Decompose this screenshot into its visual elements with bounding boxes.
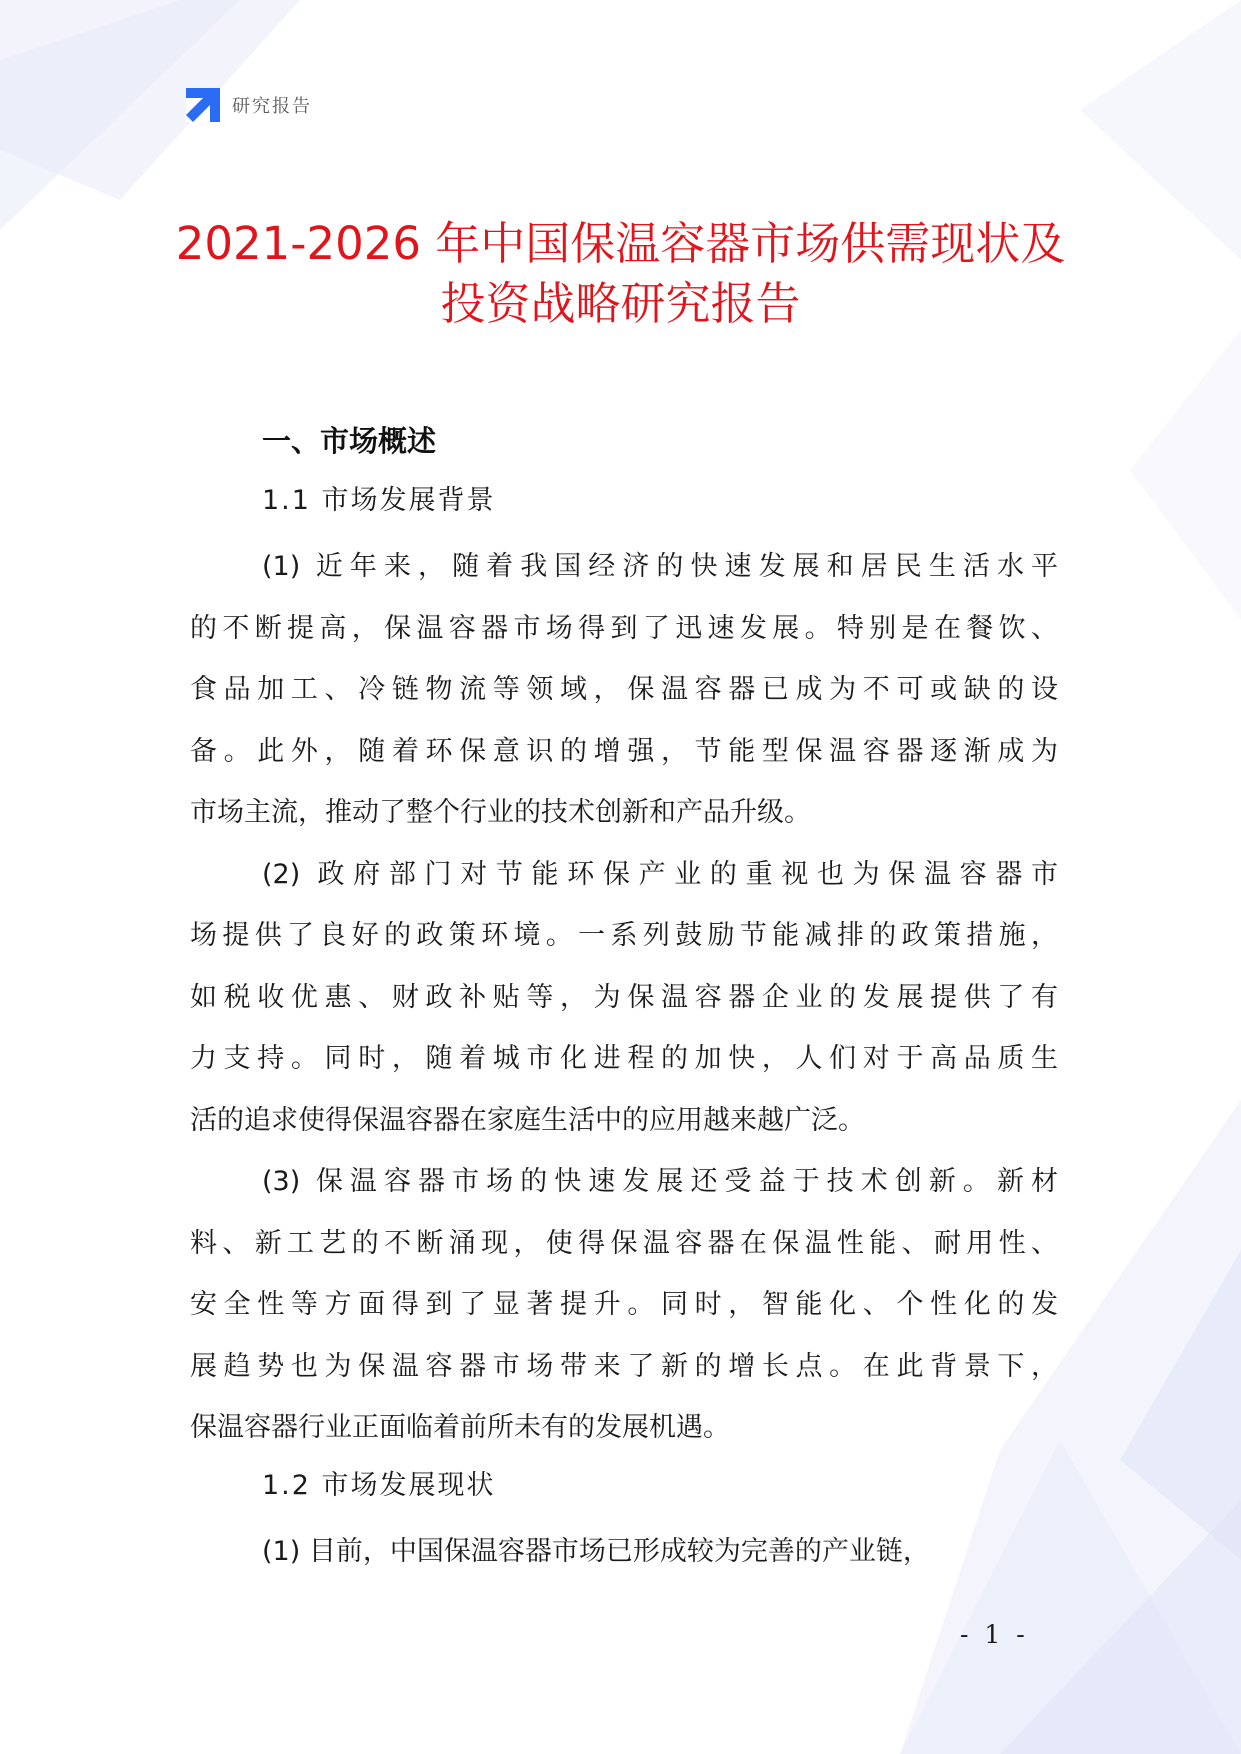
brand-header bbox=[186, 88, 312, 122]
paragraph-line: (1) 近年来，随着我国经济的快速发展和居民生活水平 bbox=[262, 551, 1058, 582]
paragraph-line: 料、新工艺的不断涌现，使得保温容器在保温性能、耐用性、 bbox=[190, 1227, 1058, 1259]
paragraph-line: 市场主流，推动了整个行业的技术创新和产品升级。 bbox=[190, 797, 811, 828]
paragraph-line: 如税收优惠、财政补贴等，为保温容器企业的发展提供了有 bbox=[190, 981, 1058, 1013]
title-line-2: 投资战略研究报告 bbox=[440, 277, 801, 330]
paragraph bbox=[190, 1521, 1058, 1583]
brand-label: 研究报告 bbox=[232, 96, 312, 117]
subsection-heading: 1.2 市场发展现状 bbox=[262, 1469, 496, 1501]
paragraph-line: 展趋势也为保温容器市场带来了新的增长点。在此背景下， bbox=[190, 1350, 1058, 1382]
paragraph bbox=[190, 1151, 1058, 1459]
paragraph-line: 场提供了良好的政策环境。一系列鼓励节能减排的政策措施， bbox=[190, 920, 1058, 951]
paragraph-line: 活的追求使得保温容器在家庭生活中的应用越来越广泛。 bbox=[190, 1104, 865, 1136]
title-line-1: 2021-2026 年中国保温容器市场供需现状及 bbox=[175, 217, 1066, 270]
page-title bbox=[150, 214, 1091, 334]
subsection-heading: 1.1 市场发展背景 bbox=[262, 485, 496, 516]
section-heading: 一、市场概述 bbox=[262, 424, 437, 458]
paragraph-line: 力支持。同时，随着城市化进程的加快，人们对于高品质生 bbox=[190, 1043, 1058, 1074]
paragraph-line: 食品加工、冷链物流等领域，保温容器已成为不可或缺的设 bbox=[190, 674, 1058, 705]
page-number: - 1 - bbox=[960, 1620, 1029, 1649]
paragraph-line: (3) 保温容器市场的快速发展还受益于技术创新。新材 bbox=[262, 1166, 1058, 1197]
paragraph-line: 的不断提高，保温容器市场得到了迅速发展。特别是在餐饮、 bbox=[190, 612, 1058, 644]
paragraph-line: 备。此外，随着环保意识的增强，节能型保温容器逐渐成为 bbox=[190, 735, 1058, 767]
paragraph bbox=[190, 536, 1058, 844]
paragraph-line: 安全性等方面得到了显著提升。同时，智能化、个性化的发 bbox=[190, 1289, 1058, 1320]
arrow-up-right-icon bbox=[186, 88, 220, 122]
paragraph-line: (2) 政府部门对节能环保产业的重视也为保温容器市 bbox=[262, 858, 1058, 890]
paragraph-line: 保温容器行业正面临着前所未有的发展机遇。 bbox=[190, 1412, 730, 1443]
report-body bbox=[190, 416, 1058, 1582]
paragraph-line: (1) 目前，中国保温容器市场已形成较为完善的产业链， bbox=[262, 1535, 930, 1567]
paragraph bbox=[190, 844, 1058, 1152]
